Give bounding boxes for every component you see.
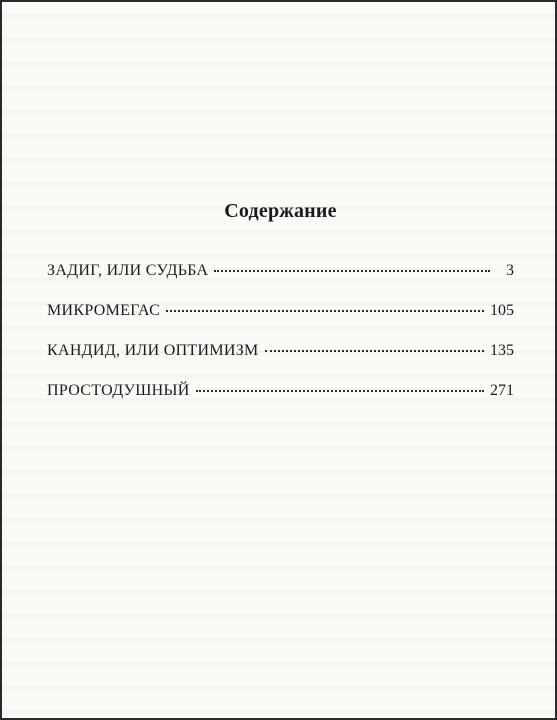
page-content [47,190,514,423]
dot-leader [214,270,490,272]
page-title: Содержание [224,200,337,222]
table-of-contents [47,263,514,423]
toc-entry-micromegas [47,303,514,343]
dot-leader [196,390,484,392]
toc-entry-page-number: 271 [490,382,514,399]
toc-entry-page-number: 105 [490,302,514,319]
toc-entry-page-number: 3 [506,262,514,279]
toc-entry-page-number: 135 [490,342,514,359]
dot-leader [166,310,484,312]
toc-entry-zadig [47,263,514,303]
toc-entry-candide [47,343,514,383]
toc-entry-ingenu [47,383,514,423]
dot-leader [265,350,484,352]
toc-entry-title: МИКРОМЕГАС [47,302,161,319]
toc-entry-title: ПРОСТОДУШНЫЙ [47,382,190,399]
toc-entry-title: ЗАДИГ, ИЛИ СУДЬБА [47,262,209,279]
toc-entry-title: КАНДИД, ИЛИ ОПТИМИЗМ [47,342,259,359]
